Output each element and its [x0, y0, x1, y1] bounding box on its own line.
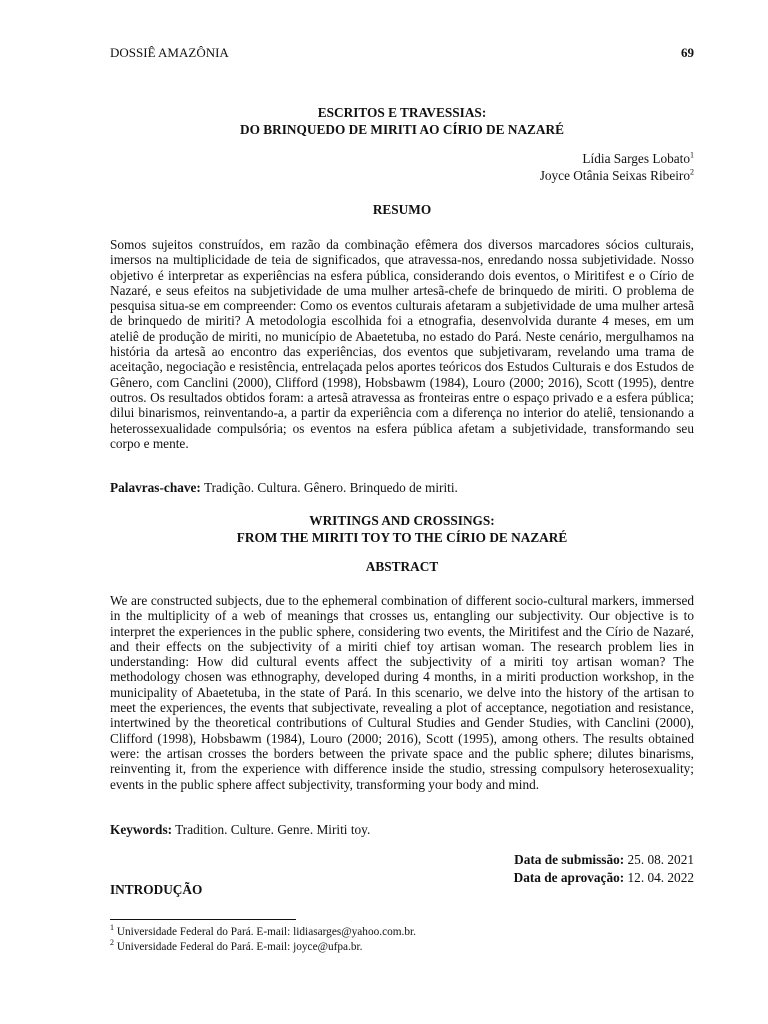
- approval-date: [514, 869, 694, 887]
- english-title-line-1: WRITINGS AND CROSSINGS:: [309, 513, 495, 528]
- english-title-line-2: FROM THE MIRITI TOY TO THE CÍRIO DE NAZARÉ: [236, 530, 568, 545]
- footnote-2: [110, 937, 416, 955]
- submission-date: [514, 851, 694, 869]
- author-name: Joyce Otânia Seixas Ribeiro: [539, 168, 690, 183]
- title-line-2: DO BRINQUEDO DE MIRITI AO CÍRIO DE NAZARÉ: [240, 122, 564, 137]
- abstract-heading: ABSTRACT: [365, 559, 439, 574]
- keywords: [110, 822, 694, 838]
- keywords-text: Tradition. Culture. Genre. Miriti toy.: [175, 822, 371, 837]
- footnote-1: [110, 925, 416, 940]
- author-2: [540, 167, 694, 184]
- approval-label: Data de aprovação:: [513, 869, 625, 885]
- article-title: [110, 104, 694, 138]
- submission-label: Data de submissão:: [514, 852, 625, 867]
- keywords-label: Keywords:: [110, 822, 173, 837]
- footnote-divider: [110, 919, 296, 920]
- keywords-text: Tradição. Cultura. Gênero. Brinquedo de miriti.: [203, 480, 458, 495]
- keywords-label: Palavras-chave:: [110, 480, 201, 495]
- journal-section-name: DOSSIÊ AMAZÔNIA: [110, 45, 229, 60]
- title-line-1: ESCRITOS E TRAVESSIAS:: [317, 105, 487, 120]
- english-title: [110, 512, 694, 546]
- author-name: Lídia Sarges Lobato: [582, 151, 690, 166]
- author-list: [540, 150, 694, 184]
- footnote-mark: 2: [110, 937, 114, 947]
- footnote-text: Universidade Federal do Pará. E-mail: lidiasarges@yahoo.com.br.: [116, 926, 416, 938]
- submission-dates: [514, 851, 694, 886]
- approval-value: 12. 04. 2022: [627, 869, 694, 885]
- author-1: [540, 150, 694, 167]
- resumo-heading: RESUMO: [372, 202, 432, 217]
- author-note-mark: 2: [690, 167, 694, 177]
- introduction-heading: INTRODUÇÃO: [110, 882, 203, 897]
- footnote-text: Universidade Federal do Pará. E-mail: joyce@ufpa.br.: [116, 940, 363, 953]
- palavras-chave: [110, 480, 694, 496]
- author-note-mark: 1: [690, 150, 694, 160]
- submission-value: 25. 08. 2021: [627, 852, 694, 867]
- abstract-body: We are constructed subjects, due to the ephemeral combination of different socio-cultural markers, immersed in the multiplicity of a web of meanings that crosses us, entangling our subjectivity. Our objective is to interpret the experiences in the public sphere, considering two events, the Miritifest and the Círio de Nazaré, and their effects on the subjectivity of a miriti chief toy artisan woman. The research problem lies in understanding: How did cultural events affect the subjectivity of a miriti toy artisan woman? The methodology chosen was ethnography, developed during 4 months, in a miriti production workshop, in the municipality of Abaetetuba, in the state of Pará. In this scenario, we delve into the history of the artisan to meet the experiences, the events that subjectivate, revealing a plot of acceptance, negotiation and resistance, intertwined by the theoretical contributions of Cultural Studies and Gender Studies, with Canclini (2000), Clifford (1998), Hobsbawm (1984), Louro (2000; 2016), Scott (1995), among others. The results obtained were: the artisan crosses the borders between the private space and the public sphere; dilutes binarisms, reinventing it, from the experience with difference inside the studio, stressing compulsory heterosexuality; events in the public sphere affect subjectivity, transforming your body and mind.: [110, 593, 694, 792]
- page-number: 69: [681, 45, 694, 60]
- footnote-mark: 1: [110, 923, 114, 933]
- resumo-body: Somos sujeitos construídos, em razão da combinação efêmera dos diversos marcadores sócios culturais, imersos na multiplicidade de teia de significados, que atravessa-nos, enredando nossa subjetividade. Nosso objetivo é interpretar as experiências na esfera pública, considerando dois eventos, o Miritifest e o Círio de Nazaré, e seus efeitos na subjetividade de uma mulher artesã-chefe de brinquedo de miriti. O problema de pesquisa situa-se em compreender: Como os eventos culturais afetaram a subjetividade de uma mulher artesã de brinquedo de miriti? A metodologia escolhida foi a etnografia, desenvolvida durante 4 meses, em um ateliê de produção de miriti, no município de Abaetetuba, no estado do Pará. Neste cenário, mergulhamos na história da artesã ao encontro das experiências, dos eventos que subjetivaram, revelando uma trama de aceitação, negociação e resistência, entrelaçada pelos aportes teóricos dos Estudos Culturais e dos Estudos de Gênero, com Canclini (2000), Clifford (1998), Hobsbawm (1984), Louro (2000; 2016), Scott (1995), dentre outros. Os resultados obtidos foram: a artesã atravessa as fronteiras entre o espaço privado e a esfera pública; dilui binarismos, reinventando-a, a partir da experiência com a diferença no interior do ateliê, tensionando a heterossexualidade compulsória; os eventos na esfera pública afetam a subjetividade, transformando seu corpo e mente.: [110, 237, 694, 451]
- footnotes: [110, 925, 416, 954]
